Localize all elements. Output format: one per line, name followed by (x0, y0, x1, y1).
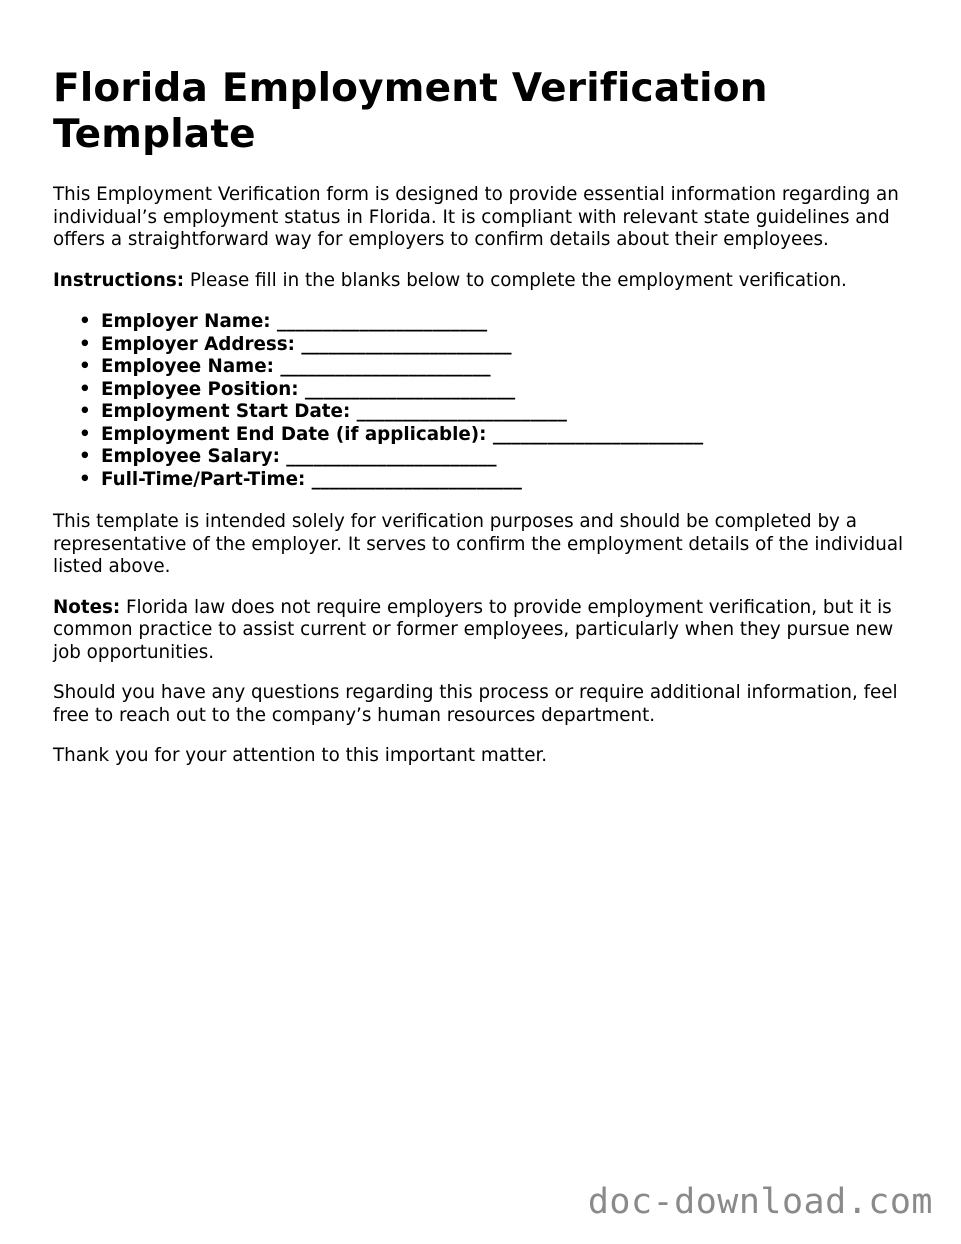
field-label: Employment Start Date: (101, 401, 351, 422)
field-blank[interactable]: _______________________ (280, 356, 491, 377)
bullet-icon: • (79, 311, 91, 332)
document-title: Florida Employment Verification Template (53, 66, 768, 157)
field-label: Employer Name: (101, 311, 271, 332)
notes-label: Notes: (53, 596, 121, 618)
bullet-icon: • (79, 423, 91, 445)
field-employer-address (53, 334, 913, 357)
field-employer-name (53, 311, 913, 334)
bullet-icon: • (79, 378, 91, 400)
intro-paragraph: This Employment Verification form is designed to provide essential information regarding an individual’s employment status in Florida. It is compliant with relevant state guidelines and offers a straightforward way for employers to confirm details about their employees. (53, 184, 899, 250)
field-label: Employee Salary: (101, 446, 280, 467)
field-label: Employee Name: (101, 356, 274, 377)
field-label: Employment End Date (if applicable): (101, 423, 487, 445)
instructions-label: Instructions: (53, 269, 185, 291)
watermark-logo: doc-download.com (587, 1182, 933, 1222)
field-blank[interactable]: _______________________ (276, 311, 488, 332)
thanks-paragraph: Thank you for your attention to this important matter. (53, 745, 548, 766)
bullet-icon: • (79, 446, 91, 467)
field-blank[interactable]: _______________________ (492, 423, 704, 445)
bullet-icon: • (79, 356, 91, 377)
field-blank[interactable]: _______________________ (311, 468, 522, 490)
field-blank[interactable]: _______________________ (356, 401, 567, 422)
field-blank[interactable]: _______________________ (286, 446, 497, 467)
instructions-paragraph (53, 270, 913, 293)
bullet-icon: • (79, 333, 91, 355)
field-employee-position (53, 379, 913, 402)
field-employment-type (53, 469, 913, 492)
field-label: Employer Address: (101, 333, 295, 355)
field-label: Employee Position: (101, 378, 299, 400)
field-salary (53, 446, 913, 469)
notes-text: Florida law does not require employers to provide employment verification, but it is common practice to assist current or former employees, particularly when they pursue new job opportunities. (53, 596, 894, 663)
bullet-icon: • (79, 468, 91, 490)
field-end-date (53, 424, 913, 447)
notes-paragraph (53, 597, 913, 665)
field-blank[interactable]: _______________________ (301, 333, 512, 355)
document-page (53, 66, 913, 768)
bullet-icon: • (79, 401, 91, 422)
field-label: Full-Time/Part-Time: (101, 468, 306, 490)
field-employee-name (53, 356, 913, 379)
field-list (53, 311, 913, 491)
purpose-paragraph: This template is intended solely for verification purposes and should be completed by a representative of the employer. It serves to confirm the employment details of the individual listed above. (53, 511, 904, 577)
questions-paragraph: Should you have any questions regarding this process or require additional information, feel free to reach out to the company’s human resources department. (53, 682, 898, 726)
field-start-date (53, 401, 913, 424)
instructions-text: Please fill in the blanks below to complete the employment verification. (184, 269, 847, 291)
field-blank[interactable]: _______________________ (304, 378, 516, 400)
